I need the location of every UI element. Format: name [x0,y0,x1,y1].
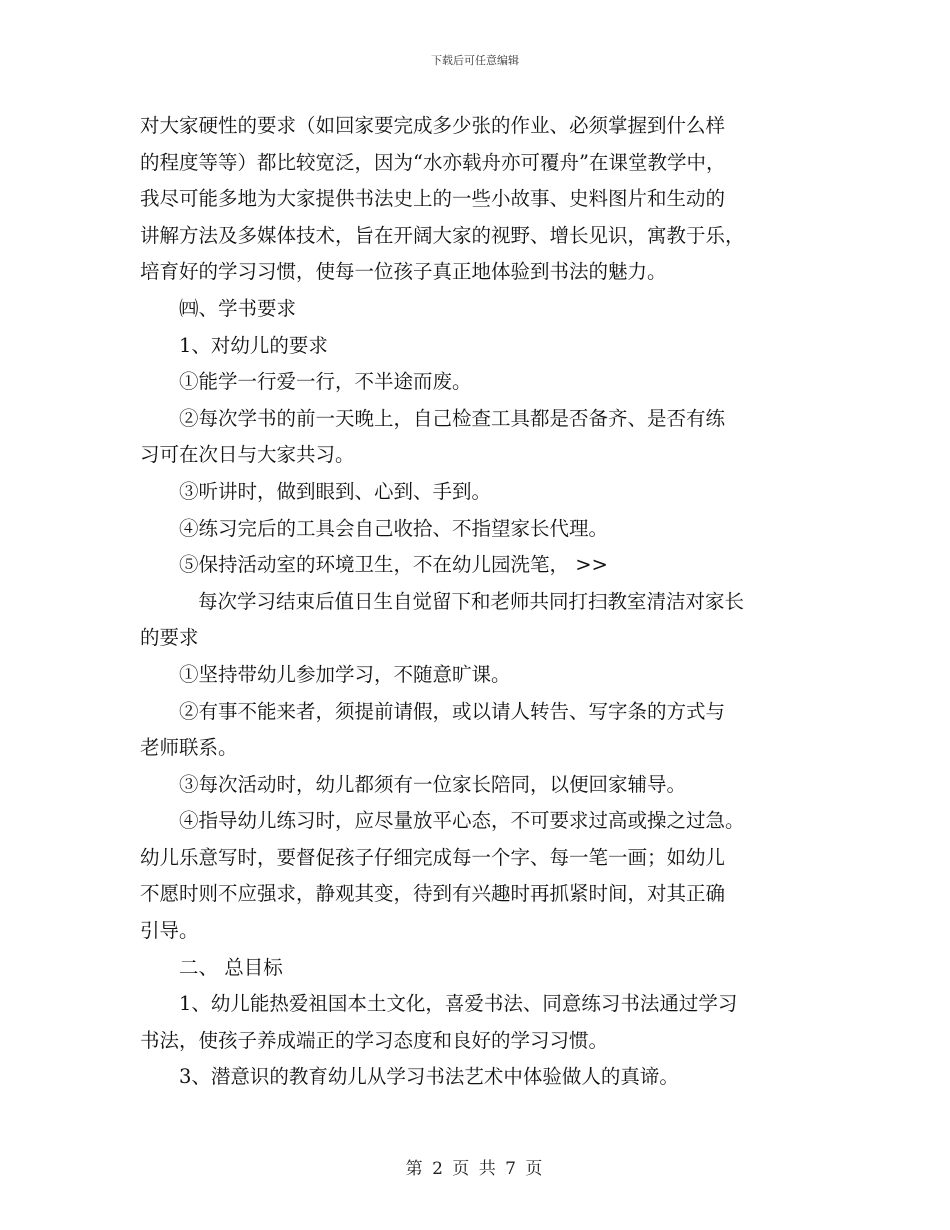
body-line-4: 讲解方法及多媒体技术，旨在开阔大家的视野、增长见识，寓教于乐， [140,223,745,247]
list-item: ③听讲时，做到眼到、心到、手到。 [179,479,492,503]
list-item-continuation: 习可在次日与大家共习。 [140,443,355,467]
body-line-2: 的程度等等）都比较宽泛，因为“水亦载舟亦可覆舟”在课堂教学中， [140,150,726,174]
list-item: ①坚持带幼儿参加学习，不随意旷课。 [179,662,511,686]
list-item: ⑤保持活动室的环境卫生，不在幼儿园洗笔， >> [179,553,608,577]
list-item-continuation: 引导。 [140,919,199,943]
body-line-1: 对大家硬性的要求（如回家要完成多少张的作业、必须掌握到什么样 [140,114,726,137]
goal-item: 3、潜意识的教育幼儿从学习书法艺术中体验做人的真谛。 [179,1065,679,1089]
list-item: ④练习完后的工具会自己收拾、不指望家长代理。 [179,516,609,540]
document-body [140,108,812,1096]
paragraph-line: 每次学习结束后值日生自觉留下和老师共同打扫教室清洁对家长 [198,589,745,613]
page-number-footer: 第 2 页 共 7 页 [405,1159,545,1179]
goal-item-continuation: 书法，使孩子养成端正的学习态度和良好的学习习惯。 [140,1028,609,1052]
list-item: ②每次学书的前一天晚上，自己检查工具都是否备齐、是否有练 [179,406,726,430]
paragraph-line-continuation: 的要求 [140,626,199,650]
list-item: ①能学一行爱一行，不半途而废。 [179,370,472,394]
body-line-5: 培育好的学习习惯，使每一位孩子真正地体验到书法的魅力。 [140,260,667,284]
section-heading-overall-goals: 二、 总目标 [179,955,283,979]
list-item: ③每次活动时，幼儿都须有一位家长陪同，以便回家辅导。 [179,772,687,796]
list-item: ②有事不能来者，须提前请假，或以请人转告、写字条的方式与 [179,699,726,723]
section-heading-study-requirements: ㈣、学书要求 [179,296,297,320]
goal-item: 1、幼儿能热爱祖国本土文化，喜爱书法、同意练习书法通过学习 [179,992,738,1016]
list-item-continuation: 不愿时则不应强求，静观其变，待到有兴趣时再抓紧时间，对其正确 [140,882,726,906]
list-item-continuation: 老师联系。 [140,736,238,760]
page-header: 下载后可任意编辑 [431,54,519,67]
list-item-continuation: 幼儿乐意写时，要督促孩子仔细完成每一个字、每一笔一画；如幼儿 [140,845,726,869]
body-line-3: 我尽可能多地为大家提供书法史上的一些小故事、史料图片和生动的 [140,187,726,211]
subheading-child-requirements: 1、对幼儿的要求 [179,333,328,357]
list-item: ④指导幼儿练习时，应尽量放平心态，不可要求过高或操之过急。 [179,809,745,833]
